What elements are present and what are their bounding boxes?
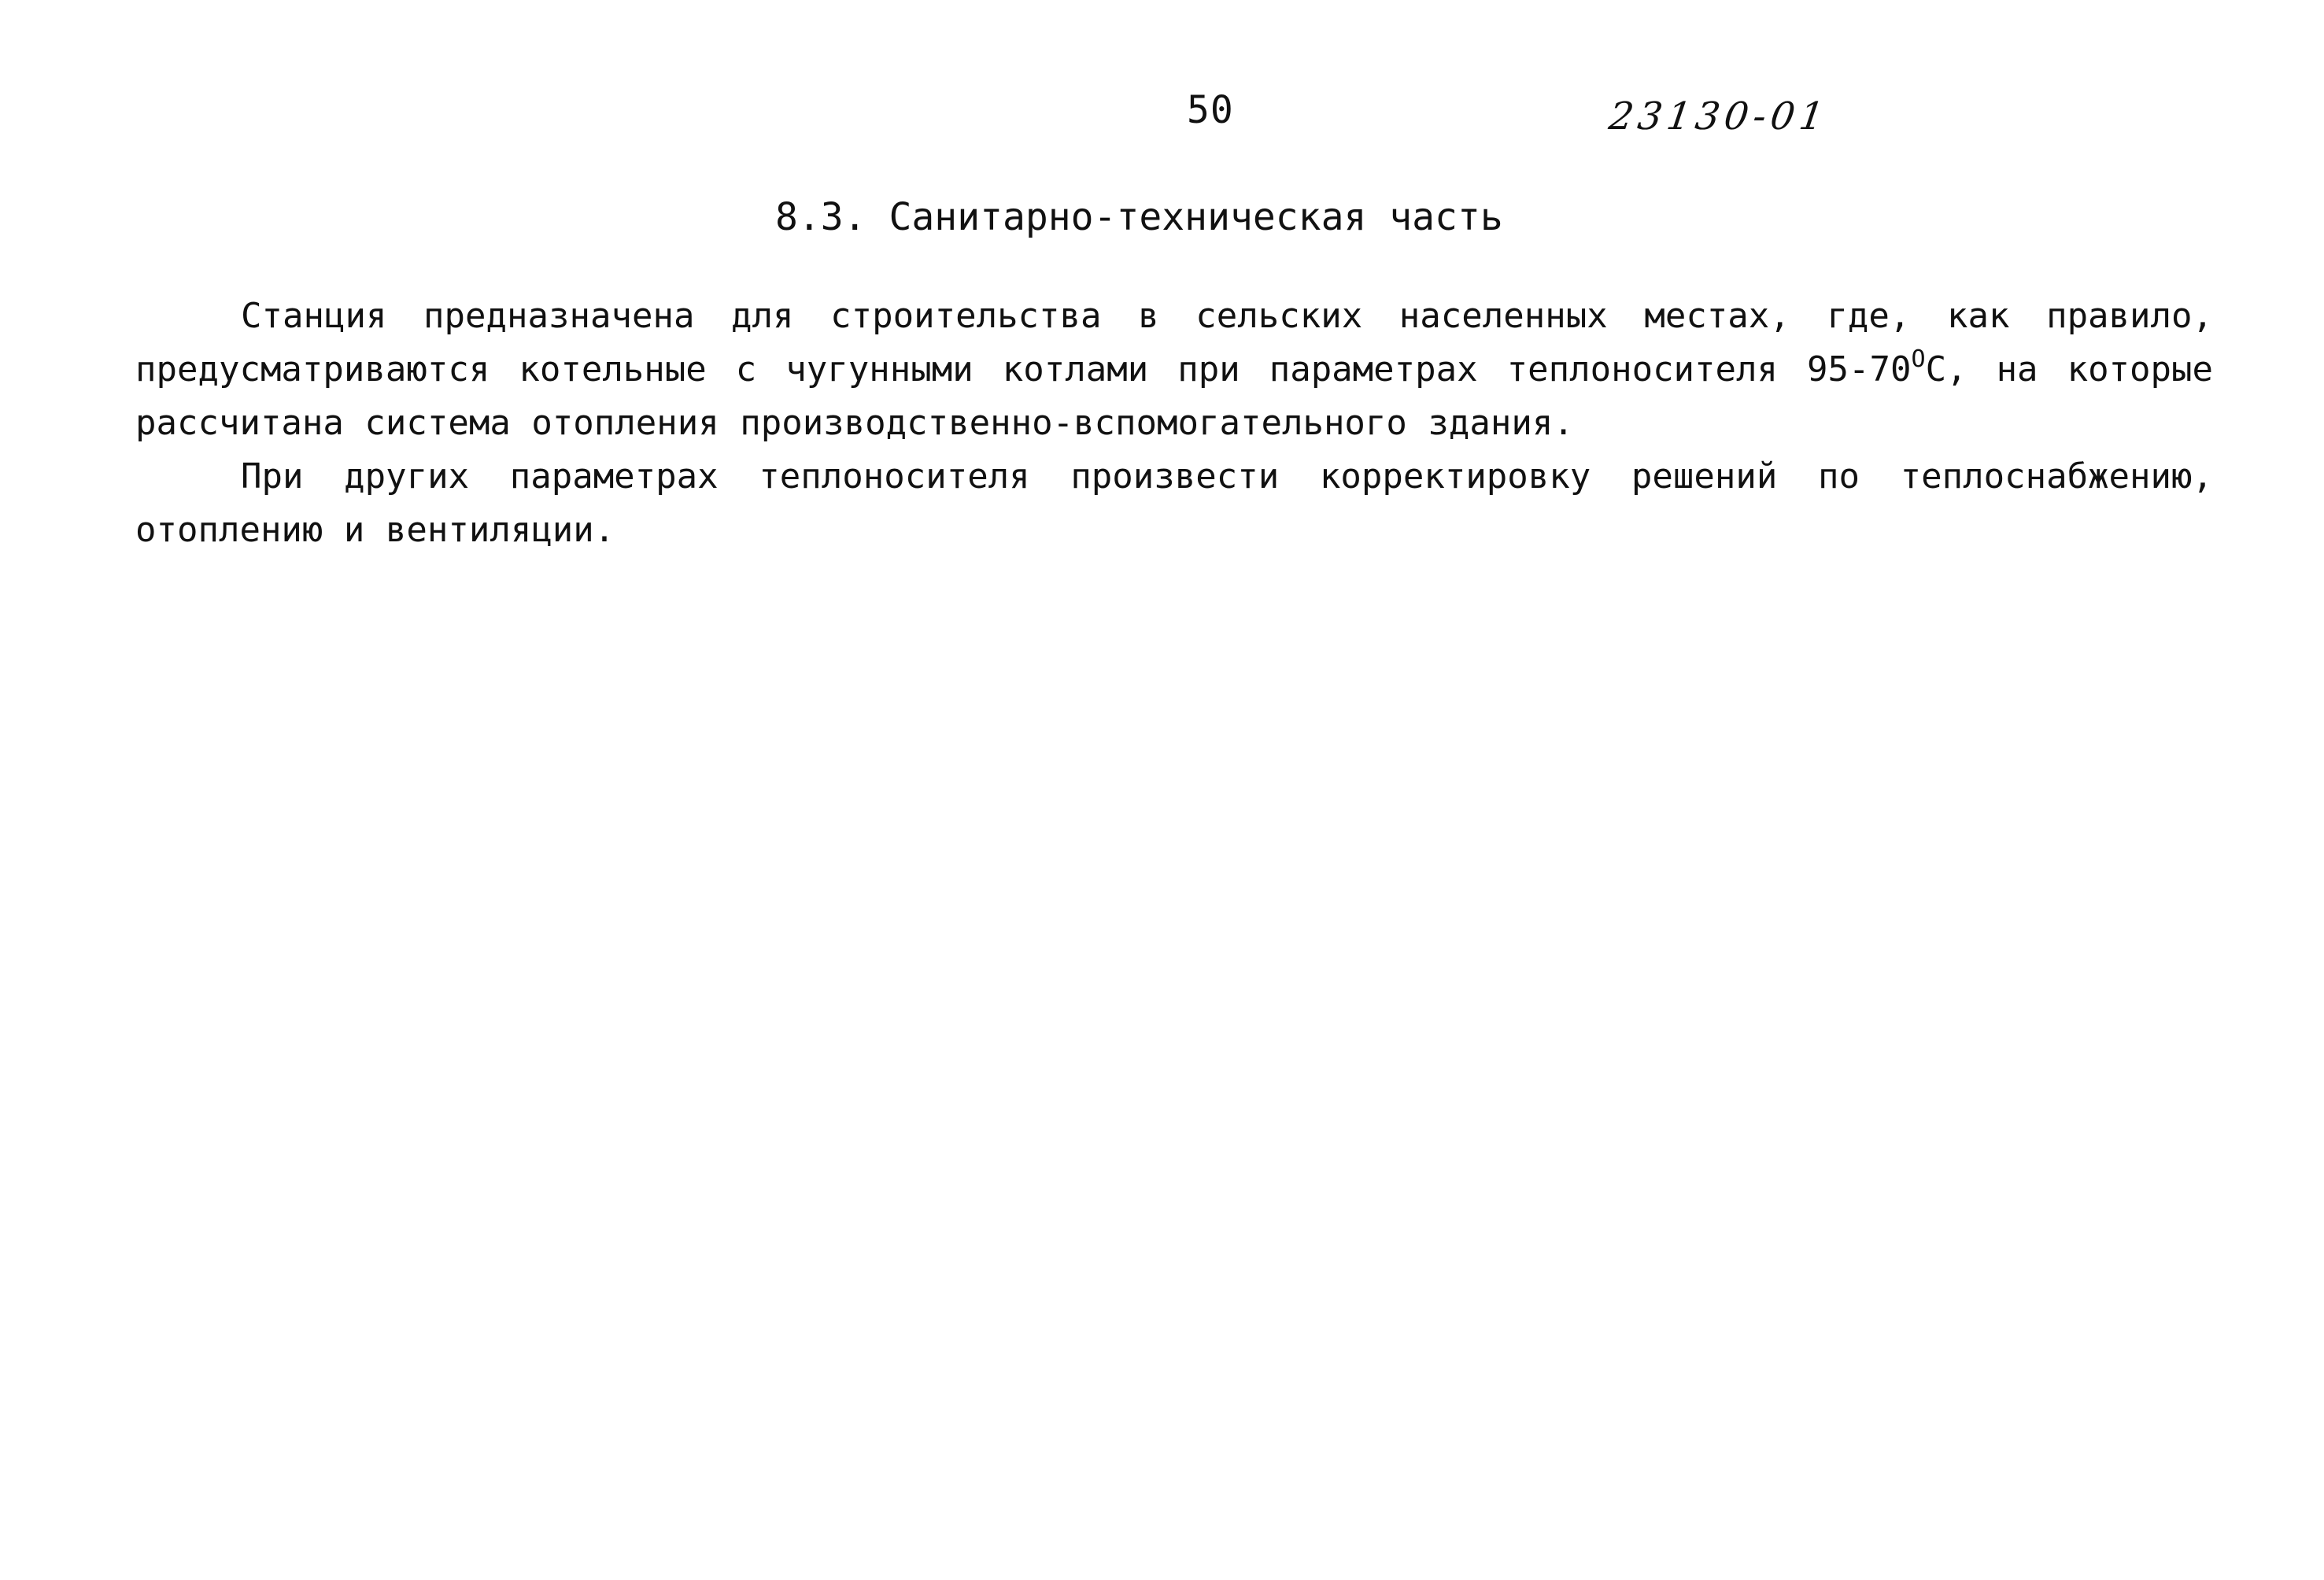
document-code: 23130-01: [1606, 94, 1831, 138]
degree-symbol: О: [1911, 345, 1926, 373]
page-number: 50: [1187, 88, 1234, 132]
paragraph-1: [135, 290, 2213, 450]
paragraph-2: При других параметрах теплоносителя произвести корректировку решений по теплоснабжению, отоплению и вентиляции.: [135, 456, 2213, 550]
section-title: 8.3. Санитарно-техническая часть: [775, 195, 1503, 239]
paragraph-1-text-end: С, на которые рассчитана система отопления производственно-вспомогательного здания.: [135, 349, 2214, 443]
body-text: [135, 290, 2213, 557]
paragraph-1-text: Станция предназначена для строительства в сельских населенных местах, где, как правило, предусматриваются котельные с чугунными котлами при параметрах теплоносителя 95-70: [135, 296, 2213, 389]
